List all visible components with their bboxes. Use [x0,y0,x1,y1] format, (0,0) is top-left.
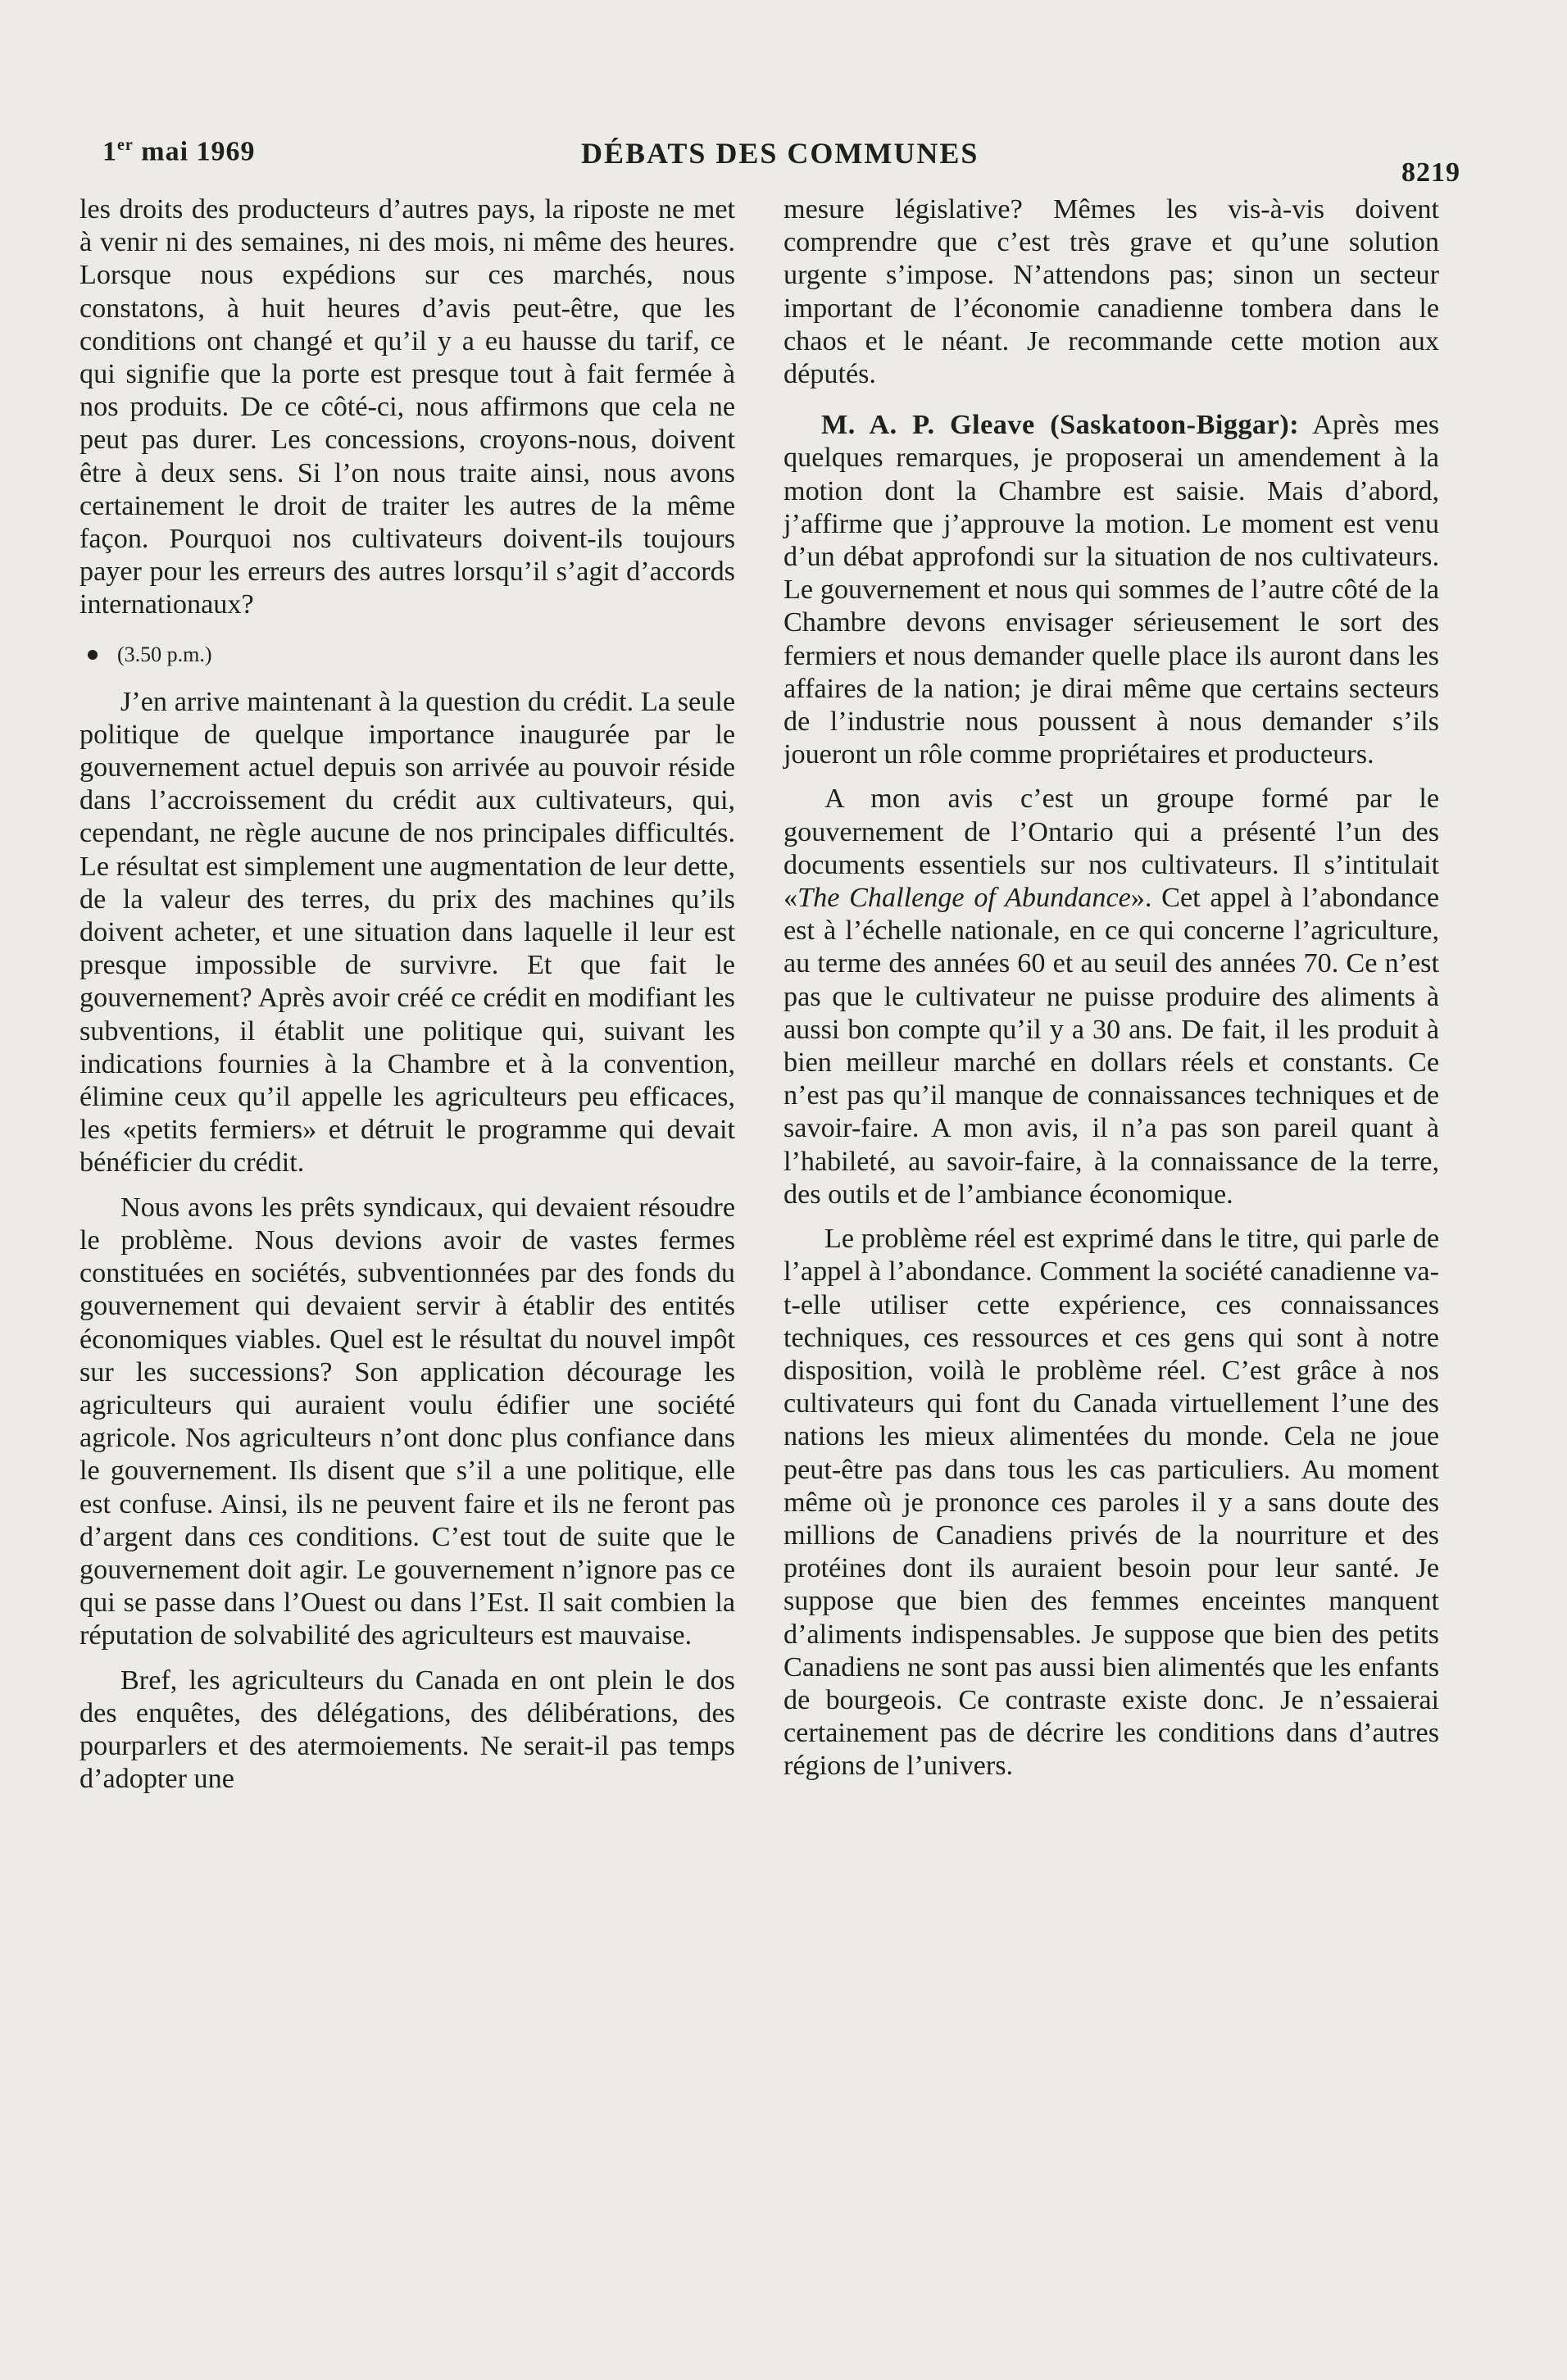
right-paragraph-1: mesure législative? Mêmes les vis-à-vis doivent comprendre que c’est très grave et qu’une solution urgente s’impose. N’attendons pas; sinon un secteur important de l’économie canadienne tombera dans le chaos et le néant. Je recommande cette motion aux députés. [784,194,1439,390]
speaker-paragraph [784,409,1439,771]
header-title: DÉBATS DES COMMUNES [581,137,979,170]
timestamp: (3.50 p.m.) [117,642,212,666]
bullet-icon [88,650,98,660]
right-paragraph-3 [784,783,1439,1211]
right-column [784,193,1439,1783]
page-number: 8219 [1401,157,1460,188]
report-title: The Challenge of Abundance [797,883,1131,914]
left-column [79,193,735,1796]
header-date-day: 1 [102,136,117,167]
right-paragraph-3-end: ». Cet appel à l’abondance est à l’échelle nationale, en ce qui concerne l’agriculture, au terme des années 60 et au seuil des années 70. Ce n’est pas que le cultivateur ne puisse produire des aliments à aussi bon compte qu’il y a 30 ans. De fait, il les produit à bien meilleur marché en dollars réels et constants. Ce n’est pas qu’il manque de connaissances techniques et de savoir-faire. A mon avis, il n’a pas son pareil quant à l’habileté, au savoir-faire, à la connaissance de la terre, des outils et de l’ambiance économique. [784,883,1439,1210]
right-paragraph-3-start: A mon avis c’est un groupe formé par le gouvernement de l’Ontario qui a présenté l’un des documents essentiels sur nos cultivateurs. Il s’intitulait « [784,783,1439,914]
timestamp-line [79,637,735,673]
speaker-remarks: Après mes quelques remarques, je proposerai un amendement à la motion dont la Chambre est saisie. Mais d’abord, j’affirme que j’approuve la motion. Le moment est venu d’un débat approfondi sur la situation de nos cultivateurs. Le gouvernement et nous qui sommes de l’autre côté de la Chambre devons envisager sérieusement le sort des fermiers et nous demander quelle place ils auront dans les affaires de la nation; je dirai même que certains secteurs de l’industrie nous poussent à nous demander s’ils joueront un rôle comme propriétaires et producteurs. [784,410,1439,770]
header-date [102,136,256,167]
header-date-ordinal: er [117,136,134,154]
header-date-month-year: mai 1969 [133,136,256,167]
right-paragraph-4: Le problème réel est exprimé dans le titre, qui parle de l’appel à l’abondance. Comment la société canadienne va-t-elle utiliser cette expérience, ces connaissances techniques, ces ressources et ces gens qui sont à notre disposition, voilà le problème réel. C’est grâce à nos cultivateurs qui font du Canada virtuellement l’une des nations les mieux alimentées du monde. Cela ne joue peut-être pas dans tous les cas particuliers. Au moment même où je prononce ces paroles il y a sans doute des millions de Canadiens privés de la nourriture et des protéines dont ils auraient besoin pour leur santé. Je suppose que bien des femmes enceintes manquent d’aliments indispensables. Je suppose que bien des petits Canadiens ne sont pas aussi bien alimentés que les enfants de bourgeois. Ce contraste existe donc. Je n’essaierai certainement pas de décrire les conditions dans d’autres régions de l’univers. [784,1224,1439,1782]
left-paragraph-2: J’en arrive maintenant à la question du crédit. La seule politique de quelque importance inaugurée par le gouvernement actuel depuis son arrivée au pouvoir réside dans l’accroissement du crédit aux cultivateurs, qui, cependant, ne règle aucune de nos principales difficultés. Le résultat est simplement une augmentation de leur dette, de la valeur des terres, du prix des machines qu’ils doivent acheter, et une situation dans laquelle il leur est presque impossible de survivre. Et que fait le gouvernement? Après avoir créé ce crédit en modifiant les subventions, il établit une politique qui, suivant les indications fournies à la Chambre et à la convention, élimine ceux qu’il appelle les agriculteurs peu efficaces, les «petits fermiers» et détruit le programme qui devait bénéficier du crédit. [79,686,735,1179]
page-header [102,129,1460,188]
left-paragraph-1: les droits des producteurs d’autres pays, la riposte ne met à venir ni des semaines, ni des mois, ni même des heures. Lorsque nous expédions sur ces marchés, nous constatons, à huit heures d’avis peut-être, que les conditions ont changé et qu’il y a eu hausse du tarif, ce qui signifie que la porte est presque tout à fait fermée à nos produits. De ce côté-ci, nous affirmons que cela ne peut pas durer. Les concessions, croyons-nous, doivent être à deux sens. Si l’on nous traite ainsi, nous avons certainement le droit de traiter les autres de la même façon. Pourquoi nos cultivateurs doivent-ils toujours payer pour les erreurs des autres lorsqu’il s’agit d’accords internationaux? [79,194,735,620]
left-paragraph-3: Nous avons les prêts syndicaux, qui devaient résoudre le problème. Nous devions avoir de vastes fermes constituées en sociétés, subventionnées par des fonds du gouvernement qui devaient servir à établir des entités économiques viables. Quel est le résultat du nouvel impôt sur les successions? Son application décourage les agriculteurs qui auraient voulu édifier une société agricole. Nos agriculteurs n’ont donc plus confiance dans le gouvernement. Ils disent que s’il a une politique, elle est confuse. Ainsi, ils ne peuvent faire et ils ne feront pas d’argent dans ces conditions. C’est tout de suite que le gouvernement doit agir. Le gouvernement n’ignore pas ce qui se passe dans l’Ouest ou dans l’Est. Il sait combien la réputation de solvabilité des agriculteurs est mauvaise. [79,1192,735,1651]
left-paragraph-4: Bref, les agriculteurs du Canada en ont plein le dos des enquêtes, des délégations, des délibérations, des pourparlers et des atermoiements. Ne serait-il pas temps d’adopter une [79,1665,735,1795]
speaker-name: M. A. P. Gleave (Saskatoon-Biggar): [821,410,1300,441]
